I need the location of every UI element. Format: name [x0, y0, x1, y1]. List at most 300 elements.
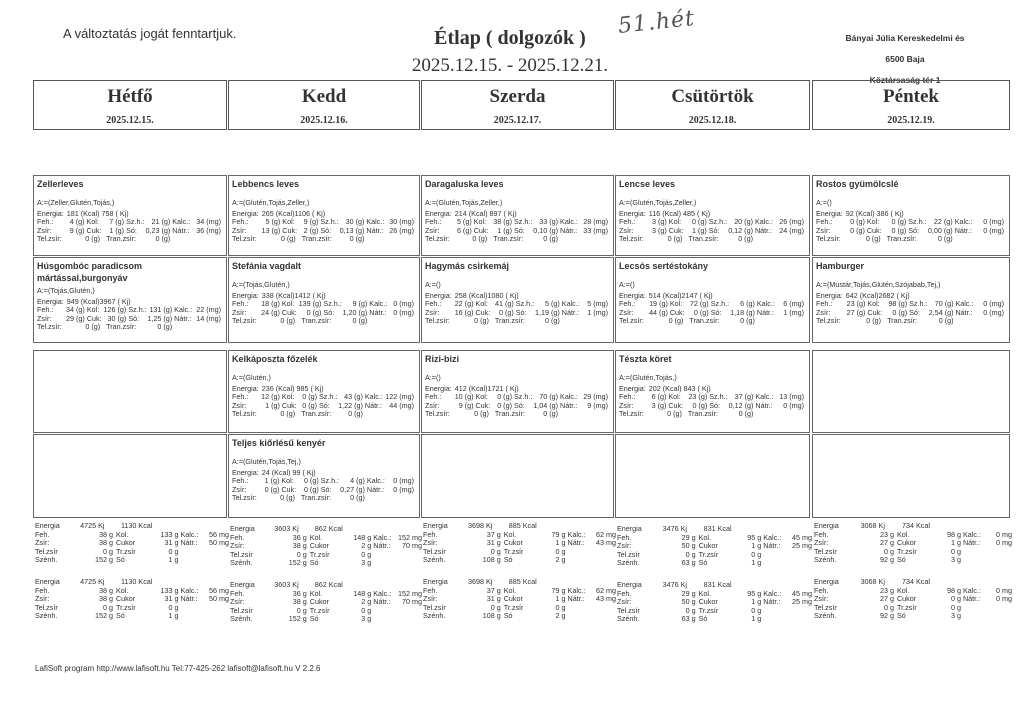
label-saturated-fat: Tel.zsír [230, 549, 253, 559]
label-energy: Energia [814, 521, 839, 530]
energy-kcal: 734 Kcal [901, 521, 930, 530]
label-cholesterol: Kol. [115, 585, 129, 595]
label-fat: Zsír: [37, 225, 52, 235]
label-salt: Só: [515, 307, 527, 317]
label-carbs: Szénh. [35, 611, 58, 621]
label-cholesterol: Kol. [503, 529, 517, 539]
empty-menu-cell [812, 350, 1010, 433]
protein-value: 3 (g) [652, 217, 667, 227]
saturated-fat-total: 0 g [102, 546, 113, 556]
label-salt: Só [503, 555, 513, 565]
label-sugar: Cuk: [86, 225, 102, 235]
label-protein: Feh.: [425, 299, 442, 309]
saturated-fat-value: 0 (g) [85, 233, 101, 243]
fat-total: 38 g [98, 538, 113, 548]
label-calcium: Kalc.: [369, 299, 388, 309]
label-calcium: Kalc.: [962, 585, 981, 595]
salt-value: 1,25 (g) [147, 313, 173, 323]
energy-kj: 3698 Kj [467, 577, 493, 586]
label-cholesterol: Kol. [698, 532, 711, 542]
label-carbs: Sz.h.: [908, 217, 927, 227]
label-trans-fat: Tr.zsír [309, 605, 330, 615]
allergens: A:=() [816, 198, 832, 207]
label-protein: Feh. [230, 588, 245, 598]
label-carbs: Sz.h.: [318, 392, 338, 402]
label-trans-fat: Tr.zsír [896, 546, 917, 556]
nutrition-table [232, 469, 416, 502]
sodium-value: 26 (mg) [389, 225, 414, 235]
label-calcium: Kalc.: [561, 299, 580, 309]
saturated-fat-total: 0 g [102, 602, 113, 612]
label-cholesterol: Kol: [282, 217, 295, 227]
label-carbs: Szénh. [617, 614, 640, 624]
cholesterol-total: 133 g [160, 529, 179, 539]
calcium-total: 56 mg [209, 585, 229, 595]
allergens: A:=(Glutén,Tojás,Tej,) [232, 457, 301, 466]
calcium-value: 28 (mg) [583, 217, 608, 227]
label-trans-fat: Tr.zsír [503, 546, 524, 556]
energy-kj: 3476 Kj [662, 524, 687, 533]
allergens: A:=(Tojás,Glutén,) [37, 286, 95, 295]
sugar-value: 0 (g) [306, 307, 322, 317]
sodium-value: 36 (mg) [196, 225, 221, 235]
label-saturated-fat: Tel.zsír: [232, 492, 257, 502]
salt-value: 0,13 (g) [339, 225, 365, 235]
fat-total: 31 g [486, 538, 501, 548]
label-saturated-fat: Tel.zsír: [816, 233, 841, 243]
cholesterol-value: 0 (g) [691, 217, 707, 227]
label-energy: Energia: [816, 209, 843, 218]
label-cholesterol: Kol. [896, 529, 910, 539]
daily-totals [35, 578, 229, 621]
company-street: Köztársaság tér 1 [869, 75, 941, 85]
label-trans-fat: Tran.zsír: [687, 408, 718, 418]
label-fat: Zsír: [423, 594, 438, 604]
label-sugar: Cuk: [86, 313, 102, 323]
label-fat: Zsír: [230, 597, 245, 607]
label-carbs: Szénh. [230, 614, 253, 624]
label-salt: Só: [709, 400, 721, 410]
label-sodium: Nátr.: [180, 538, 198, 548]
energy-value: 514 (Kcal)2147 ( Kj) [648, 291, 713, 300]
daily-totals [423, 522, 616, 565]
salt-total: 3 g [950, 555, 961, 565]
salt-value: 1,22 (g) [338, 400, 363, 410]
protein-total: 29 g [681, 588, 696, 598]
label-trans-fat: Tran.zsír: [301, 315, 332, 325]
cholesterol-value: 72 (g) [689, 299, 709, 309]
label-salt: Só [698, 614, 708, 624]
day-name: Szerda [489, 86, 546, 107]
label-protein: Feh.: [816, 217, 833, 227]
label-carbs: Szénh. [423, 611, 446, 621]
label-sugar: Cuk: [281, 484, 297, 494]
dish-name: Rostos gyümölcslé [816, 179, 899, 189]
label-sodium: Nátr.: [567, 538, 585, 548]
salt-value: 0,12 (g) [728, 400, 754, 410]
salt-total: 3 g [950, 611, 961, 621]
label-cholesterol: Kol: [86, 305, 100, 315]
label-salt: Só [309, 558, 319, 568]
sugar-total: 31 g [164, 594, 179, 604]
label-energy: Energia [617, 580, 642, 589]
label-salt: Só [115, 555, 125, 565]
label-salt: Só: [513, 225, 525, 235]
nutrition-table [232, 210, 416, 243]
label-sodium: Nátr.: [567, 594, 585, 604]
energy-value: 338 (Kcal)1412 ( Kj) [261, 291, 326, 300]
carbs-total: 63 g [681, 558, 696, 568]
label-protein: Feh.: [425, 217, 442, 227]
calcium-value: 0 (mg) [983, 217, 1004, 227]
label-sodium: Nátr.: [954, 225, 972, 235]
menu-item-card [33, 175, 227, 256]
protein-value: 10 (g) [454, 392, 474, 402]
cholesterol-value: 0 (g) [497, 392, 512, 402]
label-saturated-fat: Tel.zsír [814, 602, 837, 612]
totals-table [814, 578, 1012, 621]
trans-fat-value: 0 (g) [937, 233, 953, 243]
day-header-4 [615, 80, 810, 130]
label-calcium: Kalc.: [172, 217, 191, 227]
label-fat: Zsír: [816, 225, 831, 235]
label-fat: Zsír: [816, 307, 831, 317]
label-sodium: Nátr.: [962, 538, 981, 548]
cholesterol-value: 98 (g) [888, 299, 908, 309]
menu-item-card [615, 350, 810, 433]
cholesterol-value: 139 (g) [298, 299, 322, 309]
saturated-fat-total: 0 g [883, 546, 894, 556]
day-header-3 [421, 80, 614, 130]
sodium-total: 25 mg [792, 541, 812, 551]
label-sodium: Nátr.: [955, 307, 973, 317]
label-saturated-fat: Tel.zsír: [37, 233, 62, 243]
label-carbs: Szénh. [814, 555, 837, 565]
cholesterol-value: 0 (g) [303, 476, 319, 486]
label-saturated-fat: Tel.zsír: [425, 315, 450, 325]
carbs-total: 92 g [879, 555, 894, 565]
label-sugar: Cuk: [282, 225, 298, 235]
label-protein: Feh.: [425, 392, 442, 402]
label-calcium: Kalc.: [955, 299, 974, 309]
dish-name: Zellerleves [37, 179, 84, 189]
nutrition-table [425, 292, 610, 325]
label-protein: Feh. [35, 529, 50, 539]
energy-value: 116 (Kcal) 485 ( Kj) [648, 209, 711, 218]
sodium-total: 70 mg [402, 541, 422, 551]
label-protein: Feh.: [232, 299, 249, 309]
label-cholesterol: Kol. [698, 588, 711, 598]
fat-value: 3 (g) [652, 225, 667, 235]
totals-table [617, 525, 812, 568]
label-carbs: Szénh. [814, 611, 837, 621]
carbs-value: 30 (g) [345, 217, 365, 227]
daily-totals [423, 578, 616, 621]
sugar-value: 1 (g) [109, 225, 125, 235]
energy-kj: 3603 Kj [274, 524, 299, 533]
label-calcium: Kalc.: [756, 299, 775, 309]
trans-fat-value: 0 (g) [348, 408, 363, 418]
fat-total: 50 g [681, 597, 696, 607]
label-salt: Só: [710, 307, 722, 317]
label-energy: Energia [423, 577, 448, 586]
date-range: 2025.12.15. - 2025.12.21. [411, 55, 609, 76]
label-sugar: Cuk: [668, 225, 684, 235]
carbs-total: 63 g [681, 614, 696, 624]
day-name: Hétfő [107, 86, 153, 107]
label-carbs: Sz.h.: [323, 299, 342, 309]
dish-name: Húsgombóc paradicsom mártással,burgonyáv [37, 261, 143, 283]
protein-value: 6 (g) [651, 392, 667, 402]
label-trans-fat: Tran.zsír: [106, 321, 137, 331]
trans-fat-total: 0 g [168, 602, 179, 612]
carbs-value: 70 (g) [539, 392, 559, 402]
label-fat: Zsír: [232, 225, 247, 235]
label-sugar: Cuk: [668, 400, 684, 410]
company-city: 6500 Baja [885, 54, 925, 64]
saturated-fat-total: 0 g [685, 549, 696, 559]
label-fat: Zsír: [619, 225, 634, 235]
protein-total: 38 g [98, 529, 113, 539]
label-protein: Feh. [617, 532, 632, 542]
calcium-total: 0 mg [996, 529, 1012, 539]
sodium-value: 0 (mg) [983, 225, 1004, 235]
sodium-value: 0 (mg) [983, 307, 1004, 317]
allergens: A:=(Glutén,Tojás,Zeller,) [425, 198, 503, 207]
sugar-value: 1 (g) [691, 225, 707, 235]
label-sugar: Cukor [309, 541, 329, 551]
calcium-value: 0 (mg) [393, 299, 414, 309]
calcium-value: 22 (mg) [196, 305, 221, 315]
label-sugar: Cukor [698, 597, 718, 607]
label-cholesterol: Kol. [309, 532, 323, 542]
label-calcium: Kalc.: [366, 476, 385, 486]
label-salt: Só: [126, 225, 137, 235]
daily-totals [617, 581, 812, 624]
label-salt: Só: [708, 225, 720, 235]
label-sugar: Cukor [503, 538, 523, 548]
trans-fat-value: 0 (g) [938, 315, 954, 325]
allergens: A:=(Glutén,Tojás,Zeller,) [619, 198, 697, 207]
trans-fat-value: 0 (g) [740, 315, 755, 325]
carbs-value: 4 (g) [350, 476, 365, 486]
label-carbs: Sz.h.: [515, 299, 535, 309]
label-protein: Feh. [423, 585, 438, 595]
carbs-total: 152 g [288, 558, 307, 568]
energy-value: 181 (Kcal) 758 ( Kj) [66, 209, 129, 218]
calcium-total: 62 mg [596, 529, 616, 539]
energy-kj: 4725 Kj [80, 577, 105, 586]
label-carbs: Szénh. [35, 555, 58, 565]
trans-fat-value: 0 (g) [738, 408, 754, 418]
menu-item-card [615, 257, 810, 343]
saturated-fat-total: 0 g [296, 549, 307, 559]
fat-total: 27 g [879, 538, 894, 548]
label-energy: Energia: [232, 384, 259, 393]
saturated-fat-value: 0 (g) [280, 233, 296, 243]
label-protein: Feh.: [619, 217, 636, 227]
label-trans-fat: Tr.zsír [503, 602, 524, 612]
label-saturated-fat: Tel.zsír: [232, 233, 257, 243]
label-salt: Só [896, 611, 906, 621]
saturated-fat-value: 0 (g) [865, 233, 881, 243]
label-salt: Só: [513, 400, 525, 410]
sodium-total: 25 mg [792, 597, 812, 607]
trans-fat-total: 0 g [555, 602, 566, 612]
salt-total: 3 g [361, 558, 372, 568]
sugar-total: 2 g [361, 541, 372, 551]
label-energy: Energia: [232, 468, 259, 477]
saturated-fat-value: 0 (g) [667, 233, 683, 243]
cholesterol-value: 0 (g) [302, 392, 317, 402]
trans-fat-total: 0 g [751, 605, 762, 615]
empty-menu-cell [421, 434, 614, 518]
calcium-total: 152 mg [398, 588, 422, 598]
label-calcium: Kalc.: [174, 305, 193, 315]
footer-credits: LafiSoft program http://www.lafisoft.hu Tel:77-425-262 lafisoft@lafisoft.hu V 2.2.6 [35, 664, 321, 673]
nutrition-table [232, 292, 416, 325]
sugar-total: 0 g [950, 594, 961, 604]
label-cholesterol: Kol: [473, 217, 487, 227]
label-sugar: Cuk: [475, 307, 491, 317]
protein-value: 18 (g) [261, 299, 280, 309]
cholesterol-total: 79 g [551, 585, 566, 595]
trans-fat-value: 0 (g) [157, 321, 173, 331]
label-calcium: Kalc.: [560, 392, 579, 402]
energy-kcal: 1130 Kcal [120, 577, 153, 586]
label-cholesterol: Kol: [668, 217, 682, 227]
fat-total: 38 g [98, 594, 113, 604]
protein-total: 36 g [292, 532, 307, 542]
energy-value: 202 (Kcal) 843 ( Kj) [648, 384, 711, 393]
energy-kj: 3698 Kj [467, 521, 493, 530]
sodium-value: 0 (mg) [393, 307, 414, 317]
trans-fat-value: 0 (g) [545, 315, 560, 325]
allergens: A:=() [619, 280, 635, 289]
energy-kj: 3068 Kj [860, 577, 885, 586]
label-sugar: Cuk: [473, 225, 489, 235]
fat-value: 0 (g) [850, 225, 865, 235]
allergens: A:=(Glutén,) [232, 373, 271, 382]
sodium-total: 43 mg [596, 538, 616, 548]
label-saturated-fat: Tel.zsír [230, 605, 253, 615]
salt-value: 1,20 (g) [342, 307, 368, 317]
label-salt: Só: [908, 225, 920, 235]
label-sodium: Nátr.: [756, 307, 775, 317]
energy-value: 214 (Kcal) 897 ( Kj) [454, 209, 517, 218]
cholesterol-value: 9 (g) [303, 217, 319, 227]
energy-kcal: 1130 Kcal [120, 521, 153, 530]
label-sugar: Cuk: [867, 307, 883, 317]
label-sugar: Cukor [309, 597, 329, 607]
label-trans-fat: Tr.zsír [309, 549, 330, 559]
nutrition-table [425, 210, 610, 243]
menu-item-card [421, 350, 614, 433]
energy-kj: 3476 Kj [662, 580, 687, 589]
daily-totals [35, 522, 229, 565]
calcium-value: 0 (mg) [983, 299, 1004, 309]
label-fat: Zsír: [814, 594, 829, 604]
label-saturated-fat: Tel.zsír [617, 549, 640, 559]
menu-item-card [33, 257, 227, 343]
menu-item-card [421, 257, 614, 343]
label-protein: Feh. [230, 532, 245, 542]
daily-totals [230, 525, 422, 568]
fat-total: 50 g [681, 541, 696, 551]
calcium-value: 0 (mg) [393, 476, 414, 486]
dish-name: Teljes kiőrlésű kenyér [232, 438, 326, 448]
energy-value: 949 (Kcal)3967 ( Kj) [66, 297, 131, 306]
fat-value: 3 (g) [651, 400, 667, 410]
sodium-value: 33 (mg) [583, 225, 608, 235]
label-trans-fat: Tr.zsír [115, 546, 136, 556]
carbs-value: 43 (g) [344, 392, 363, 402]
sugar-total: 31 g [164, 538, 179, 548]
label-sugar: Cukor [503, 594, 523, 604]
calcium-total: 45 mg [792, 588, 812, 598]
daily-totals [814, 522, 1012, 565]
salt-total: 2 g [555, 555, 566, 565]
protein-total: 23 g [879, 585, 894, 595]
label-trans-fat: Tran.zsír: [106, 233, 137, 243]
label-carbs: Sz.h.: [513, 217, 533, 227]
energy-value: 92 (Kcal) 386 ( Kj) [845, 209, 904, 218]
label-protein: Feh.: [232, 217, 249, 227]
saturated-fat-value: 0 (g) [866, 315, 882, 325]
daily-totals [230, 581, 422, 624]
carbs-value: 22 (g) [933, 217, 953, 227]
protein-value: 34 (g) [66, 305, 85, 315]
label-sodium: Nátr.: [174, 313, 192, 323]
fat-value: 44 (g) [649, 307, 668, 317]
label-carbs: Sz.h.: [320, 217, 339, 227]
label-saturated-fat: Tel.zsír [423, 602, 446, 612]
protein-value: 1 (g) [264, 476, 280, 486]
fat-value: 13 (g) [261, 225, 281, 235]
empty-menu-cell [615, 434, 810, 518]
day-header-2 [228, 80, 420, 130]
label-calcium: Kalc.: [180, 529, 199, 539]
label-sugar: Cuk: [669, 307, 685, 317]
label-saturated-fat: Tel.zsír: [232, 408, 257, 418]
salt-value: 1,04 (g) [533, 400, 559, 410]
sugar-total: 2 g [361, 597, 372, 607]
sodium-total: 50 mg [209, 594, 229, 604]
fat-value: 0 (g) [264, 484, 280, 494]
menu-item-card [615, 175, 810, 256]
sugar-total: 1 g [555, 594, 566, 604]
sugar-value: 1 (g) [497, 225, 512, 235]
label-energy: Energia: [37, 297, 64, 306]
trans-fat-value: 0 (g) [350, 492, 365, 502]
sugar-value: 30 (g) [107, 313, 127, 323]
salt-value: 2,54 (g) [928, 307, 954, 317]
label-sodium: Nátr.: [180, 594, 198, 604]
sugar-total: 1 g [950, 538, 961, 548]
sodium-value: 9 (mg) [587, 400, 608, 410]
label-sodium: Nátr.: [172, 225, 190, 235]
label-sugar: Cukor [115, 594, 136, 604]
label-carbs: Szénh. [617, 558, 640, 568]
totals-table [423, 522, 616, 565]
salt-value: 0,27 (g) [340, 484, 365, 494]
cholesterol-value: 23 (g) [688, 392, 708, 402]
protein-total: 36 g [292, 588, 307, 598]
trans-fat-value: 0 (g) [543, 233, 559, 243]
label-calcium: Kalc.: [366, 217, 385, 227]
day-date: 2025.12.15. [106, 115, 154, 126]
cholesterol-value: 7 (g) [109, 217, 125, 227]
